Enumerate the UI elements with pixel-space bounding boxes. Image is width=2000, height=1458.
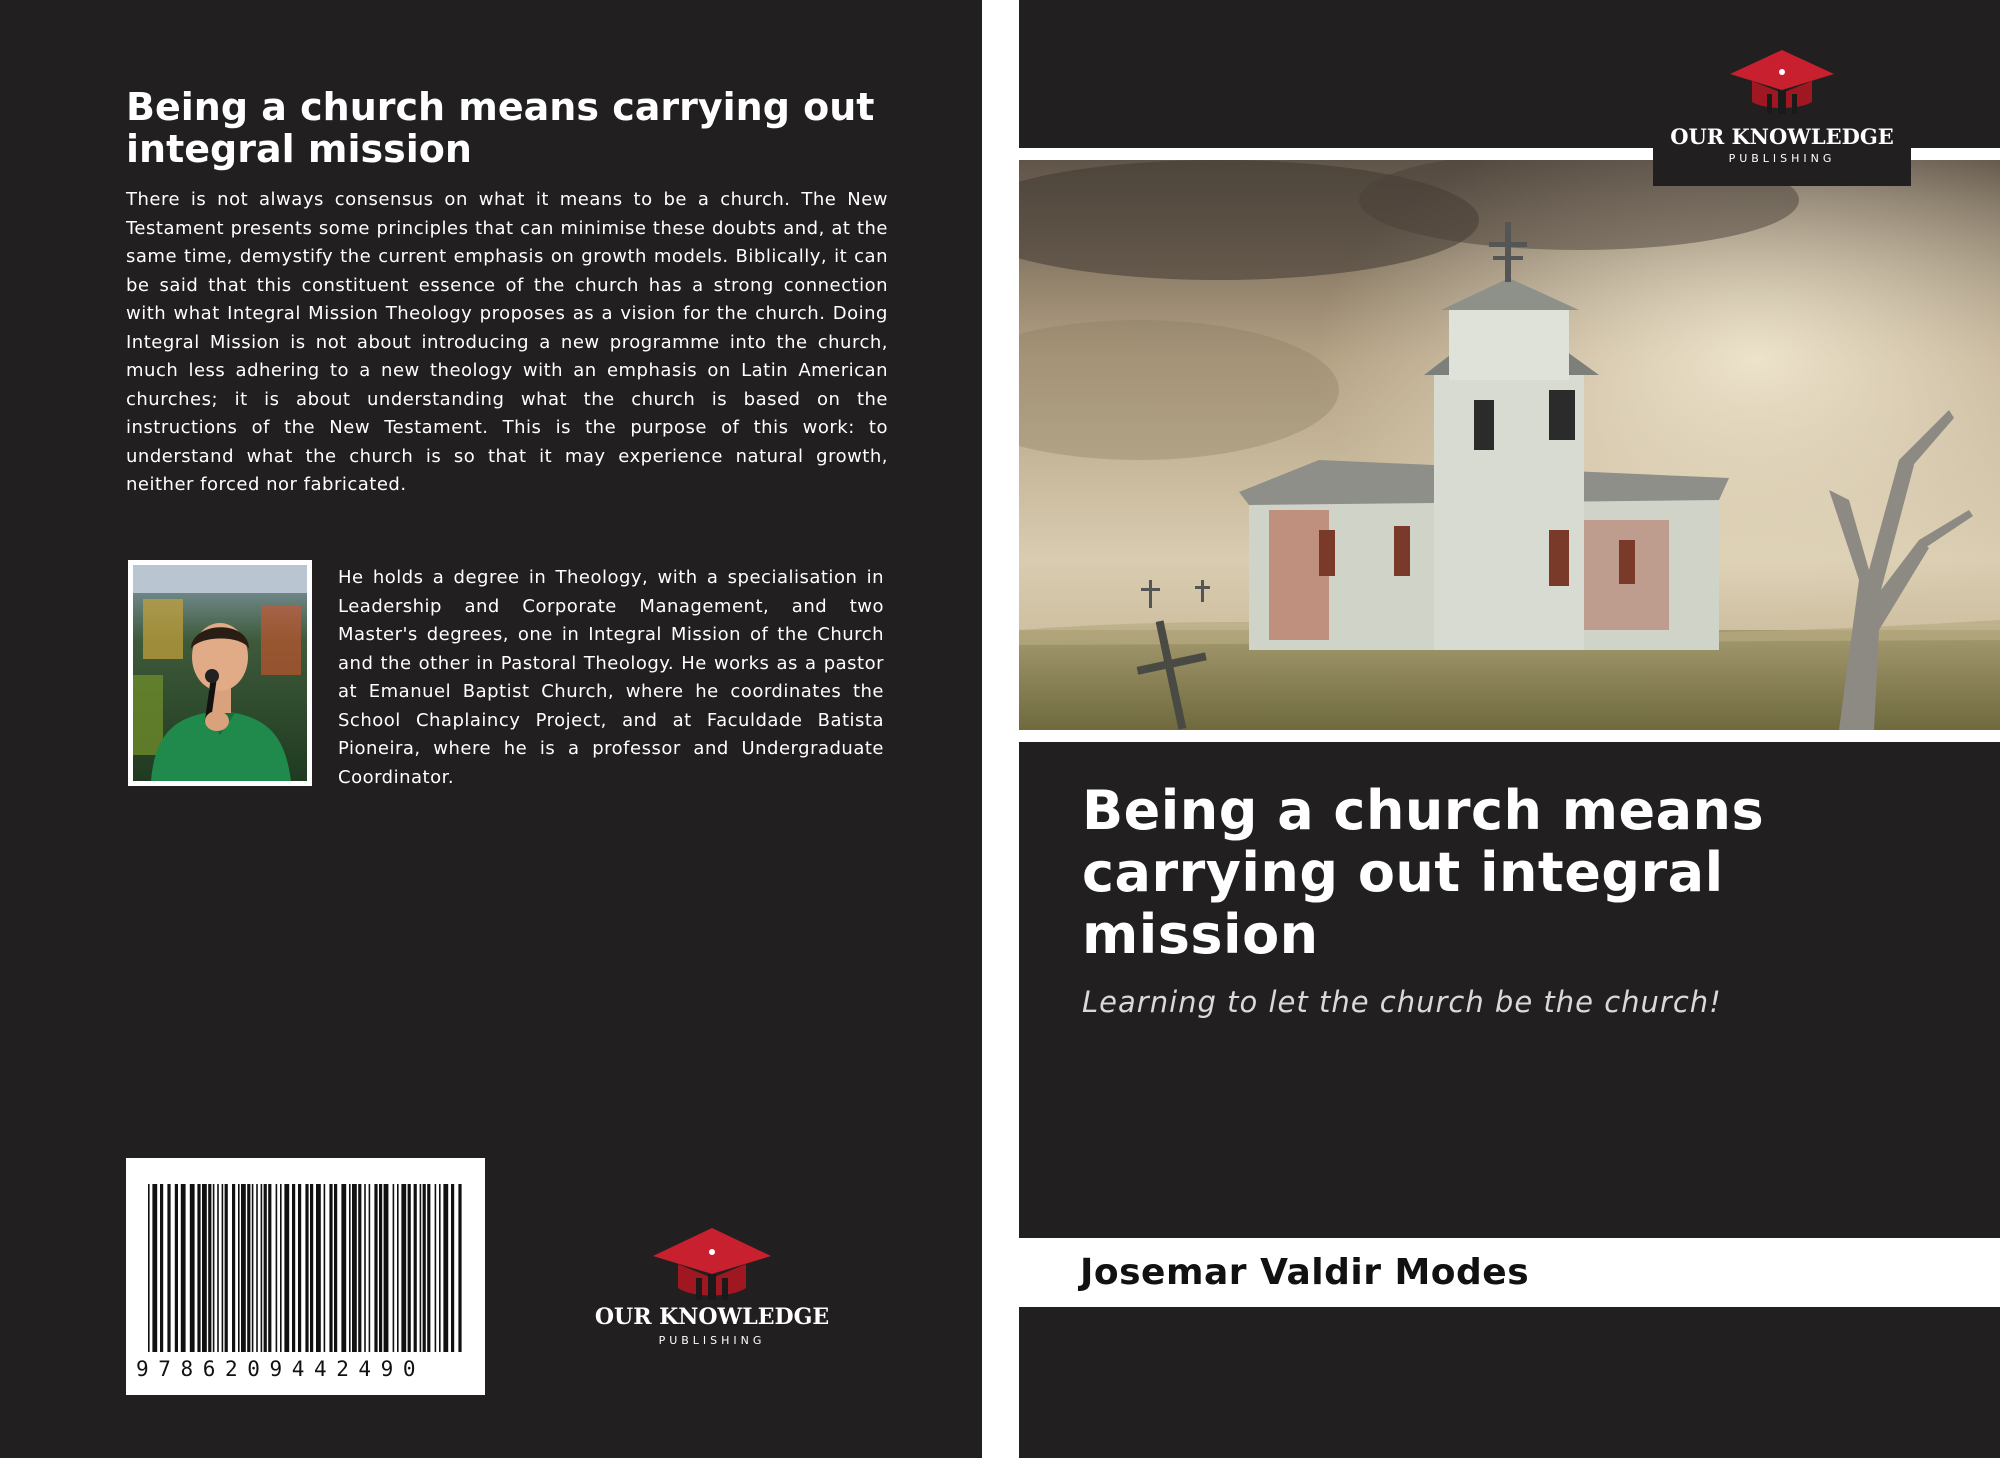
barcode-bar: [292, 1184, 295, 1352]
barcode-bar: [238, 1184, 240, 1352]
front-cover-church-image: [1019, 160, 2000, 730]
publisher-logo-front: [1653, 46, 1911, 186]
barcode-bar: [397, 1184, 399, 1352]
back-cover-title: Being a church means carrying out integral mission: [126, 85, 875, 171]
barcode-bar: [393, 1184, 395, 1352]
isbn-digits: 9786209442490: [136, 1357, 426, 1381]
church-illustration: [1019, 160, 2000, 730]
barcode-bar: [334, 1184, 337, 1352]
barcode-bar: [261, 1184, 263, 1352]
publisher-name: OUR KNOWLEDGE: [594, 1304, 830, 1330]
barcode-bar: [414, 1184, 417, 1352]
barcode-bar: [217, 1184, 219, 1352]
barcode-bar: [202, 1184, 207, 1352]
barcode-bars: [126, 1158, 485, 1358]
barcode-bar: [213, 1184, 215, 1352]
barcode-bar: [181, 1184, 186, 1352]
barcode-bar: [152, 1184, 157, 1352]
barcode-bar: [349, 1184, 351, 1352]
barcode-bar: [451, 1184, 454, 1352]
barcode-bar: [247, 1184, 250, 1352]
barcode-bar: [252, 1184, 254, 1352]
barcode-bar: [369, 1184, 371, 1352]
barcode-bar: [458, 1184, 461, 1352]
barcode-bar: [225, 1184, 228, 1352]
barcode-bar: [175, 1184, 178, 1352]
barcode-bar: [384, 1184, 389, 1352]
publisher-name: OUR KNOWLEDGE: [1670, 124, 1894, 149]
author-photo: [128, 560, 312, 786]
barcode-bar: [167, 1184, 170, 1352]
barcode-bar: [241, 1184, 246, 1352]
barcode-bar: [316, 1184, 321, 1352]
barcode-bar: [276, 1184, 278, 1352]
publisher-logo-back: [592, 1222, 832, 1352]
isbn-barcode: [126, 1158, 485, 1395]
barcode-bar: [439, 1184, 441, 1352]
barcode-bar: [324, 1184, 326, 1352]
barcode-bar: [374, 1184, 377, 1352]
barcode-bar: [160, 1184, 163, 1352]
barcode-bar: [298, 1184, 301, 1352]
barcode-bar: [148, 1184, 150, 1352]
back-cover-blurb: There is not always consensus on what it means to be a church. The New Testament presents some principles that can minimise these doubts and, at the same time, demystify the current emphasis on growth models. Biblically, it can be said that this constituent essence of the church has a strong connection with what Integral Mission Theology proposes as a vision for the church. Doing Integral Mission is not about introducing a new programme into the church, much less adhering to a new theology with an emphasis on Latin American churches; it is about understanding what the church is based on the instructions of the New Testament. This is the purpose of this work: to understand what the church is so that it may experience natural growth, neither forced nor fabricated.: [126, 189, 888, 495]
barcode-bar: [364, 1184, 366, 1352]
barcode-bar: [379, 1184, 382, 1352]
author-portrait-image: [133, 565, 307, 781]
barcode-bar: [341, 1184, 346, 1352]
front-cover-subtitle: Learning to let the church be the church!: [1082, 985, 1722, 1019]
barcode-bar: [427, 1184, 430, 1352]
front-cover-title: Being a church means carrying out integral mission: [1082, 779, 1765, 966]
barcode-bar: [420, 1184, 422, 1352]
barcode-bar: [268, 1184, 271, 1352]
book-spine: [982, 0, 1019, 1458]
barcode-bar: [280, 1184, 282, 1352]
publisher-tagline: PUBLISHING: [1728, 152, 1836, 165]
barcode-bar: [352, 1184, 357, 1352]
graduation-cap-icon: [592, 1222, 832, 1352]
barcode-bar: [197, 1184, 200, 1352]
barcode-bar: [190, 1184, 195, 1352]
barcode-bar: [443, 1184, 448, 1352]
barcode-bar: [264, 1184, 267, 1352]
barcode-bar: [284, 1184, 289, 1352]
front-cover-bottom-band: [1019, 1307, 2000, 1458]
barcode-bar: [305, 1184, 308, 1352]
barcode-bar: [423, 1184, 426, 1352]
barcode-bar: [435, 1184, 437, 1352]
author-bio: He holds a degree in Theology, with a specialisation in Leadership and Corporate Management, and two Master's degrees, one in Integral Mission of the Church and the other in Pastoral Theology. He works as a pastor at Emanuel Baptist Church, where he coordinates the School Chaplaincy Project, and at Faculdade Batista Pioneira, where he is a professor and Undergraduate Coordinator.: [338, 567, 884, 788]
barcode-bar: [401, 1184, 406, 1352]
graduation-cap-icon: [1653, 46, 1911, 186]
barcode-bar: [408, 1184, 411, 1352]
barcode-bar: [232, 1184, 235, 1352]
front-cover-author: Josemar Valdir Modes: [1080, 1252, 1530, 1293]
barcode-bar: [310, 1184, 313, 1352]
barcode-bar: [208, 1184, 211, 1352]
barcode-bar: [256, 1184, 258, 1352]
barcode-bar: [329, 1184, 332, 1352]
barcode-bar: [358, 1184, 361, 1352]
barcode-bar: [222, 1184, 224, 1352]
publisher-tagline: PUBLISHING: [658, 1334, 766, 1347]
